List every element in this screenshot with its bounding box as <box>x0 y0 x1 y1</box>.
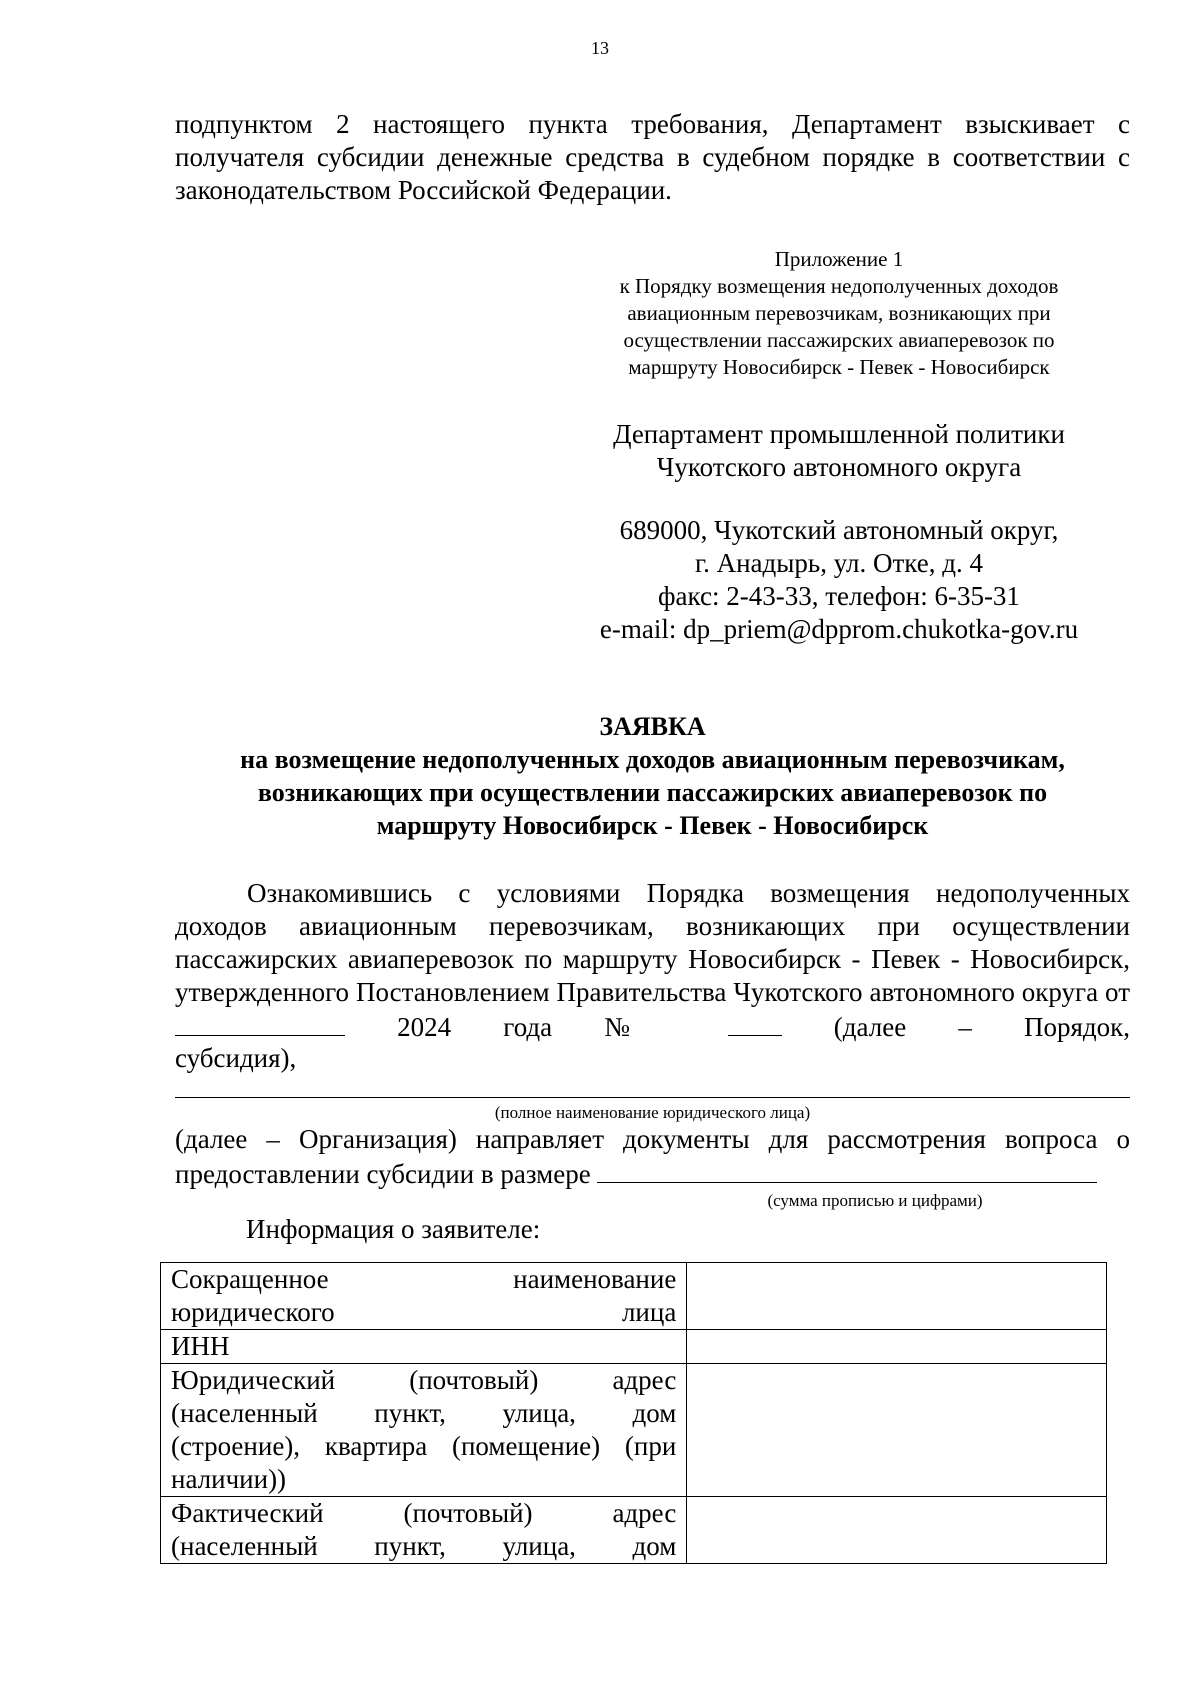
intro-paragraph: подпунктом 2 настоящего пункта требования, Департамент взыскивает с получателя субсидии денежные средства в судебном порядке в соответствии с законодательством Российской Федерации. <box>175 109 1130 205</box>
table-label-cell <box>161 1364 687 1497</box>
heading-line: маршруту Новосибирск - Певек - Новосибирск <box>376 811 929 840</box>
body-text: (далее – Порядок, <box>833 1012 1131 1042</box>
applicant-info-label: Информация о заявителе: <box>246 1214 541 1244</box>
sum-blank-field[interactable] <box>597 1156 1097 1183</box>
number-blank-field[interactable] <box>728 1009 782 1036</box>
org-paragraph-line: (далее – Организация) направляет документы для рассмотрения вопроса о <box>175 1124 1130 1154</box>
table-label-cell <box>161 1330 687 1364</box>
table-value-cell[interactable] <box>687 1263 1107 1330</box>
appendix-line: осуществлении пассажирских авиаперевозок по <box>623 328 1055 352</box>
document-heading <box>175 710 1130 842</box>
page-number: 13 <box>591 38 609 58</box>
body-text: 2024 года № <box>397 1012 676 1042</box>
label-line: (населенный пункт, улица, дом <box>171 1531 677 1561</box>
address-block <box>578 514 1100 646</box>
recipient-block <box>578 418 1100 484</box>
appendix-line: авиационным перевозчикам, возникающих при <box>627 301 1051 325</box>
table-value-cell[interactable] <box>687 1497 1107 1564</box>
heading-line: возникающих при осуществлении пассажирских авиаперевозок по <box>257 778 1048 807</box>
recipient-line: Чукотского автономного округа <box>656 452 1022 482</box>
label-line: (строение), квартира (помещение) (при <box>171 1431 677 1461</box>
sum-caption: (сумма прописью и цифрами) <box>767 1191 983 1210</box>
address-line: г. Анадырь, ул. Отке, д. 4 <box>695 548 983 578</box>
label-line: (населенный пункт, улица, дом <box>171 1398 677 1428</box>
body-paragraph <box>175 877 1130 1044</box>
recipient-line: Департамент промышленной политики <box>613 419 1065 449</box>
applicant-info-table <box>160 1262 1107 1564</box>
label-line: наличии)) <box>171 1464 287 1494</box>
label-line: Фактический (почтовый) адрес <box>171 1498 677 1528</box>
org-name-caption: (полное наименование юридического лица) <box>494 1103 811 1122</box>
label-line: юридического лица <box>171 1297 677 1327</box>
appendix-line: Приложение 1 <box>774 247 904 271</box>
date-blank-field[interactable] <box>175 1009 345 1036</box>
appendix-block <box>578 246 1100 381</box>
address-line: 689000, Чукотский автономный округ, <box>619 515 1059 545</box>
table-label-cell <box>161 1263 687 1330</box>
table-value-cell[interactable] <box>687 1364 1107 1497</box>
label-line: ИНН <box>171 1331 230 1361</box>
table-value-cell[interactable] <box>687 1330 1107 1364</box>
table-row <box>161 1364 1107 1497</box>
table-row <box>161 1263 1107 1330</box>
body-paragraph-end: субсидия), <box>175 1043 297 1073</box>
org-paragraph-line <box>175 1156 1130 1191</box>
org-text: предоставлении субсидии в размере <box>175 1159 591 1189</box>
heading-title: ЗАЯВКА <box>599 712 706 741</box>
label-line: Юридический (почтовый) адрес <box>171 1365 677 1395</box>
heading-line: на возмещение недополученных доходов авиационным перевозчикам, <box>240 745 1065 774</box>
table-row <box>161 1497 1107 1564</box>
org-name-blank-field[interactable] <box>175 1097 1130 1098</box>
label-line: Сокращенное наименование <box>171 1264 677 1294</box>
address-line: факс: 2-43-33, телефон: 6-35-31 <box>658 581 1020 611</box>
appendix-line: к Порядку возмещения недополученных доходов <box>619 274 1059 298</box>
address-line: e-mail: dp_priem@dpprom.chukotka-gov.ru <box>599 614 1079 644</box>
table-label-cell <box>161 1497 687 1564</box>
table-row <box>161 1330 1107 1364</box>
appendix-line: маршруту Новосибирск - Певек - Новосибирск <box>628 355 1050 379</box>
body-text: Ознакомившись с условиями Порядка возмещения недополученных доходов авиационным перевозчикам, возникающих при осуществлении пассажирских авиаперевозок по маршруту Новосибирск - Певек - Новосибирск, утвержденного Постановлением Правительства Чукотского автономного округа от <box>175 878 1130 1007</box>
